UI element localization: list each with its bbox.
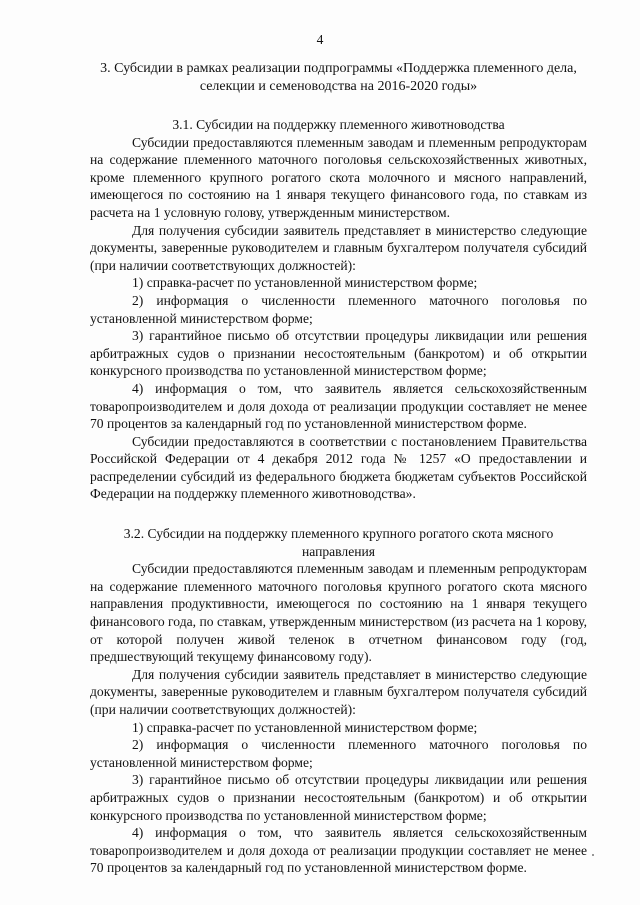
list-item: 1) справка-расчет по установленной министерством форме; (132, 275, 478, 291)
list-item: 2) информация о численности племенного маточного поголовья по установленной министерством форме; (90, 292, 587, 326)
page-number: 4 (316, 32, 324, 47)
paragraph: Субсидии предоставляются племенным заводам и племенным репродукторам на содержание племенного маточного поголовья крупного рогатого скота мясного направления продуктивности, имеющегося по состоянию на 1 января текущего финансового года, по ставкам, утвержденным министерством (из расчета на 1 корову, от которой получен живой теленок в отчетном финансовом году (год, предшествующий текущему финансовому году). (90, 561, 587, 665)
paragraph: Для получения субсидии заявитель представляет в министерство следующие документы, заверенные руководителем и главным бухгалтером получателя субсидий (при наличии соответствующих должностей): (90, 666, 587, 717)
list-item: 1) справка-расчет по установленной министерством форме; (132, 719, 478, 735)
scan-speck (592, 854, 594, 856)
paragraph: Субсидии предоставляются племенным заводам и племенным репродукторам на содержание племенного маточного поголовья сельскохозяйственных животных, кроме племенного крупного рогатого скота молочного и мясного направлений, имеющегося по состоянию на 1 января текущего финансового года, по ставкам из расчета на 1 условную голову, утвержденным министерством. (90, 134, 587, 220)
paragraph: Для получения субсидии заявитель представляет в министерство следующие документы, заверенные руководителем и главным бухгалтером получателя субсидий (при наличии соответствующих должностей): (90, 222, 587, 273)
paragraph: Субсидии предоставляются в соответствии с постановлением Правительства Российской Федерации от 4 декабря 2012 года № 1257 «О предоставлении и распределении субсидий из федерального бюджета бюджетам субъектов Российской Федерации на поддержку племенного животноводства». (90, 433, 587, 502)
section-heading: 3.2. Субсидии на поддержку племенного крупного рогатого скота мясного направления (123, 526, 554, 559)
list-item: 2) информация о численности племенного маточного поголовья по установленной министерством форме; (90, 737, 587, 770)
chapter-heading: 3. Субсидии в рамках реализации подпрограммы «Поддержка племенного дела, селекции и семеноводства на 2016-2020 годы» (100, 61, 577, 94)
list-item: 3) гарантийное письмо об отсутствии процедуры ликвидации или решения арбитражных судов о признании несостоятельным (банкротом) и об открытии конкурсного производства по установленной министерством форме; (90, 328, 587, 379)
section-3-1 (90, 116, 587, 503)
section-3-2 (90, 525, 587, 877)
section-heading: 3.1. Субсидии на поддержку племенного животноводства (172, 117, 505, 132)
list-item: 3) гарантийное письмо об отсутствии процедуры ликвидации или решения арбитражных судов о признании несостоятельным (банкротом) и об открытии конкурсного производства по установленной министерством форме; (90, 772, 587, 823)
list-item: 4) информация о том, что заявитель является сельскохозяйственным товаропроизводителем и доля дохода от реализации продукции составляет не менее 70 процентов за календарный год по установленной министерством форме. (90, 380, 587, 432)
document-body (90, 60, 587, 877)
scan-speck (210, 858, 212, 860)
list-item: 4) информация о том, что заявитель является сельскохозяйственным товаропроизводителем и доля дохода от реализации продукции составляет не менее 70 процентов за календарный год по установленной министерством форме. (90, 825, 587, 876)
